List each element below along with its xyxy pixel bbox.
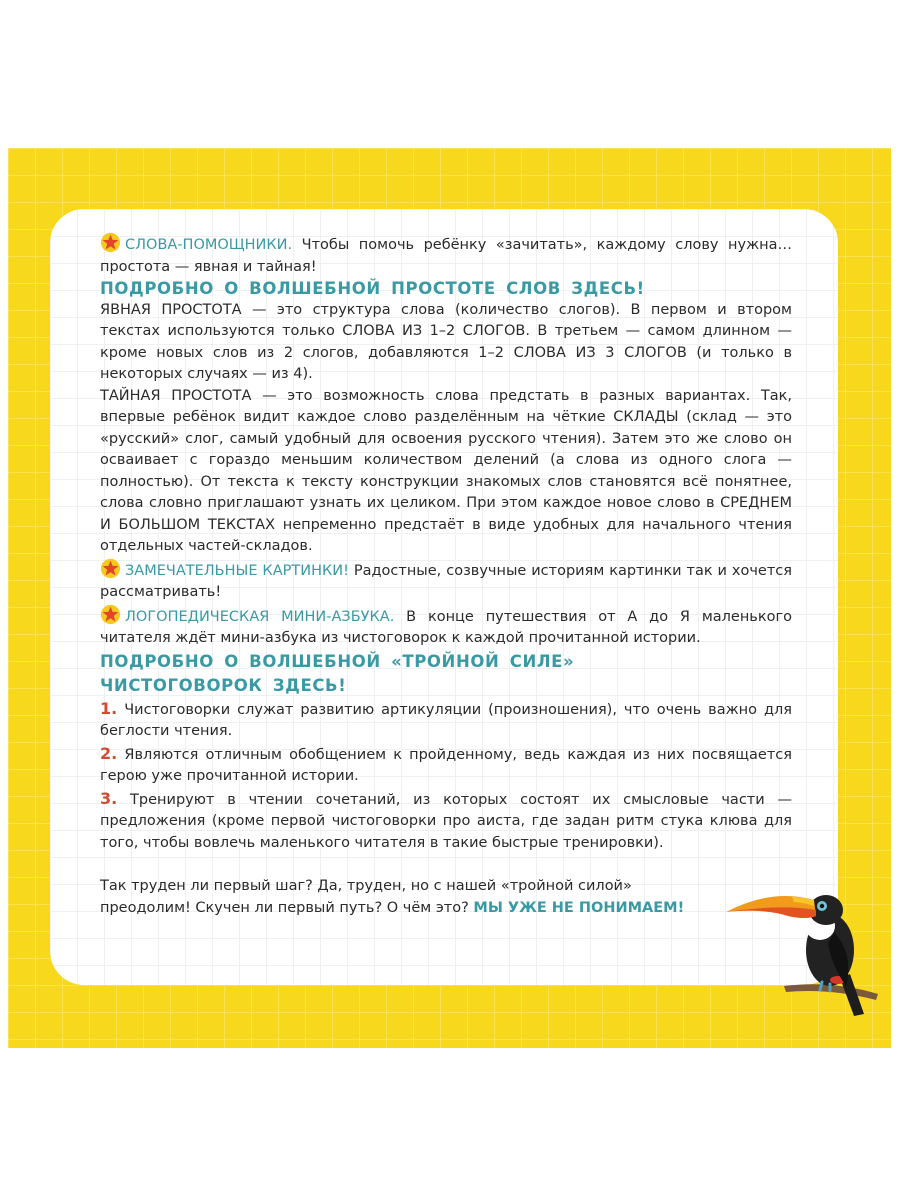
list-item — [100, 743, 792, 788]
heading-triple-power-line1: ПОДРОБНО О ВОЛШЕБНОЙ «ТРОЙНОЙ СИЛЕ» — [100, 651, 575, 671]
star-bullet-icon — [100, 232, 121, 253]
abc-label: ЛОГОПЕДИЧЕСКАЯ МИНИ-АЗБУКА. — [125, 608, 395, 625]
star-bullet-icon — [100, 604, 121, 625]
final-emphasis: МЫ УЖЕ НЕ ПОНИМАЕМ! — [473, 899, 685, 916]
list-text: Являются отличным обобщением к пройденному, ведь каждая из них посвящается герою уже прочитанной истории. — [100, 746, 792, 784]
abc-paragraph — [100, 604, 792, 650]
pictures-label: ЗАМЕЧАТЕЛЬНЫЕ КАРТИНКИ! — [125, 562, 349, 579]
heading-triple-power — [100, 650, 792, 698]
list-item — [100, 698, 792, 743]
list-number: 3. — [100, 788, 118, 808]
heading-triple-power-line2: ЧИСТОГОВОРОК ЗДЕСЬ! — [100, 675, 347, 695]
list-text: Чистоговорки служат развитию артикуляции (произношения), что очень важно для беглости чтения. — [100, 701, 792, 739]
explicit-simplicity-paragraph: ЯВНАЯ ПРОСТОТА — это структура слова (количество слогов). В первом и втором текстах используются только СЛОВА ИЗ 1–2 СЛОГОВ. В третьем — самом длинном — кроме новых слов из 2 слогов, добавляются 1–2 СЛОВА ИЗ 3 СЛОГОВ (и только в некоторых случаях — из 4). — [100, 301, 792, 382]
final-text: Так труден ли первый шаг? Да, труден, но с нашей «тройной силой» преодолим! Скучен ли первый путь? О чём это? — [100, 878, 632, 916]
pictures-paragraph — [100, 558, 792, 604]
list-item — [100, 788, 792, 855]
intro-text: Чтобы помочь ребёнку «зачитать», каждому слову нужна… простота — явная и тайная! — [100, 237, 792, 275]
intro-paragraph — [100, 232, 792, 278]
list-text: Тренируют в чтении сочетаний, из которых состоят их смысловые части — предложения (кроме первой чистоговорки про аиста, где задан ритм стука клюва для того, чтобы вовлечь маленького читателя в такие быстрые тренировки). — [100, 791, 792, 851]
hidden-simplicity-paragraph: ТАЙНАЯ ПРОСТОТА — это возможность слова предстать в разных вариантах. Так, впервые ребёнок видит каждое слово разделённым на чёткие СКЛАДЫ (склад — это «русский» слог, самый удобный для освоения русского чтения). Затем это же слово он осваивает с гораздо меньшим количеством делений (а слова из одного слога — полностью). От текста к тексту конструкции знакомых слов становятся всё понятнее, слова словно приглашают узнать их целиком. При этом каждое новое слово в СРЕДНЕМ И БОЛЬШОМ ТЕКСТАХ непременно предстаёт в виде удобных для начального чтения отдельных частей-складов. — [100, 387, 792, 554]
heading-simplicity: ПОДРОБНО О ВОЛШЕБНОЙ ПРОСТОТЕ СЛОВ ЗДЕСЬ! — [100, 279, 645, 298]
pictures-text: Радостные, созвучные историям картинки так и хочется рассматривать! — [100, 562, 792, 600]
list-number: 1. — [100, 698, 118, 718]
list-number: 2. — [100, 743, 118, 763]
content-column — [100, 232, 792, 919]
abc-text: В конце путешествия от А до Я маленького читателя ждёт мини-азбука из чистоговорок к каждой прочитанной истории. — [100, 608, 792, 646]
intro-label: СЛОВА-ПОМОЩНИКИ. — [125, 237, 293, 253]
toucan-illustration — [722, 870, 882, 1020]
star-bullet-icon — [100, 558, 121, 579]
final-paragraph — [100, 876, 710, 919]
